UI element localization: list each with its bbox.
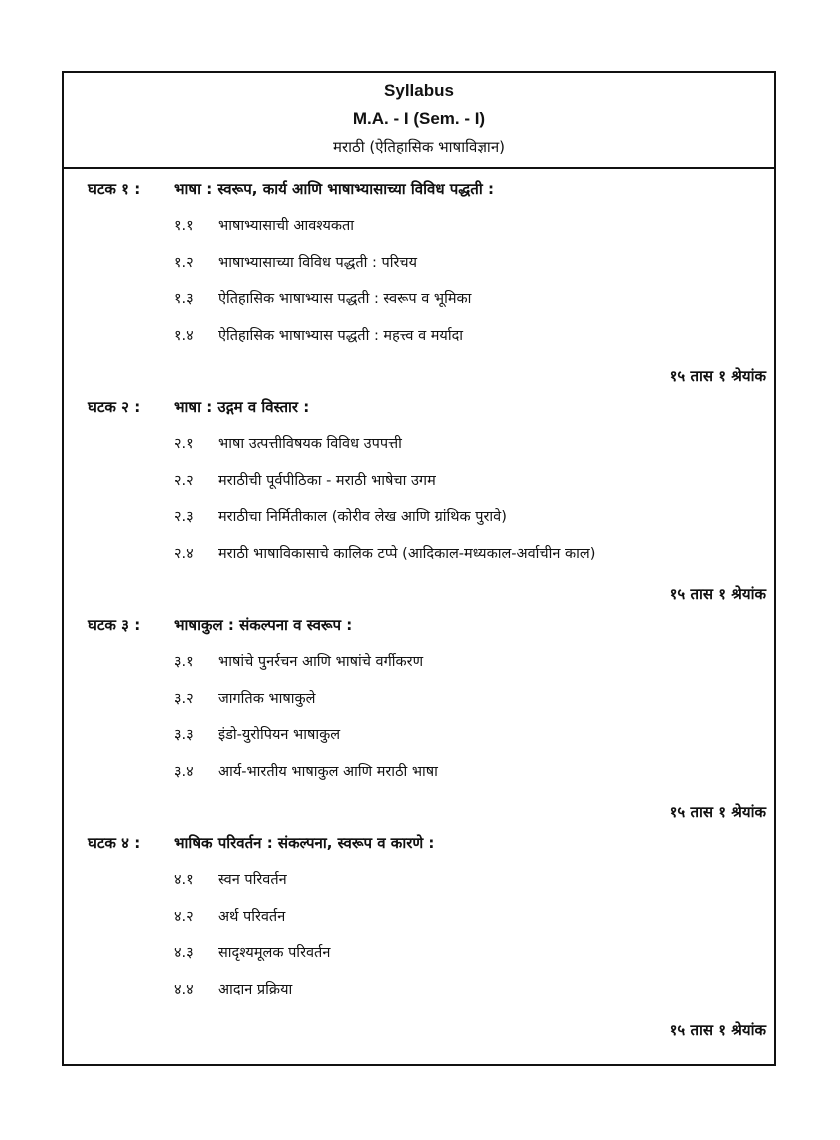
item-number: ४.३: [174, 945, 194, 961]
list-item: [88, 979, 766, 1016]
item-number: ४.१: [174, 872, 194, 888]
item-number: १.१: [174, 218, 194, 234]
unit-heading: [88, 397, 766, 433]
list-item: [88, 543, 766, 580]
unit-title: भाषाकुल : संकल्पना व स्वरूप :: [174, 616, 353, 634]
syllabus-frame: [62, 71, 776, 1066]
list-item: [88, 470, 766, 507]
item-text: ऐतिहासिक भाषाभ्यास पद्धती : स्वरूप व भूमिका: [218, 291, 472, 307]
list-item: [88, 325, 766, 362]
unit-heading: [88, 179, 766, 215]
list-item: [88, 433, 766, 470]
list-item: [88, 906, 766, 943]
list-item: [88, 761, 766, 798]
item-number: ३.१: [174, 654, 194, 670]
list-item: [88, 288, 766, 325]
item-text: भाषाभ्यासाची आवश्यकता: [218, 218, 355, 234]
list-item: [88, 506, 766, 543]
unit-3: [88, 615, 766, 833]
unit-heading: [88, 615, 766, 651]
list-item: [88, 688, 766, 725]
unit-label: घटक १ :: [88, 180, 141, 198]
item-number: ३.२: [174, 690, 194, 707]
item-text: मराठी भाषाविकासाचे कालिक टप्पे (आदिकाल-मध्यकाल-अर्वाचीन काल): [218, 545, 596, 562]
syllabus-header: [64, 73, 774, 169]
item-number: २.२: [174, 472, 194, 489]
subject-title: मराठी (ऐतिहासिक भाषाविज्ञान): [333, 138, 505, 156]
unit-title: भाषिक परिवर्तन : संकल्पना, स्वरूप व कारणे :: [174, 834, 435, 852]
list-item: [88, 869, 766, 906]
item-text: आर्य-भारतीय भाषाकुल आणि मराठी भाषा: [218, 763, 438, 780]
credit-note: १५ तास १ श्रेयांक: [669, 585, 766, 603]
syllabus-body: [64, 169, 774, 1051]
list-item: [88, 651, 766, 688]
item-number: ४.४: [174, 981, 194, 998]
unit-label: घटक २ :: [88, 398, 141, 416]
item-number: १.३: [174, 291, 194, 307]
item-text: सादृश्यमूलक परिवर्तन: [218, 945, 331, 961]
item-text: इंडो-युरोपियन भाषाकुल: [218, 727, 341, 743]
course-title: M.A. - I (Sem. - I): [352, 109, 486, 128]
unit-label: घटक ३ :: [88, 616, 141, 634]
list-item: [88, 724, 766, 761]
item-number: ३.३: [174, 727, 194, 743]
list-item: [88, 942, 766, 979]
unit-4: [88, 833, 766, 1051]
credit-note: १५ तास १ श्रेयांक: [669, 1021, 766, 1039]
item-text: जागतिक भाषाकुले: [218, 690, 316, 707]
item-number: ३.४: [174, 763, 194, 780]
item-text: आदान प्रक्रिया: [218, 981, 293, 998]
unit-heading: [88, 833, 766, 869]
credit-note: १५ तास १ श्रेयांक: [669, 803, 766, 821]
item-number: २.१: [174, 436, 194, 452]
item-number: १.२: [174, 254, 194, 271]
item-number: २.३: [174, 509, 194, 525]
item-text: अर्थ परिवर्तन: [218, 908, 286, 925]
unit-2: [88, 397, 766, 615]
unit-title: भाषा : स्वरूप, कार्य आणि भाषाभ्यासाच्या विविध पद्धती :: [174, 180, 494, 198]
item-text: मराठीचा निर्मितीकाल (कोरीव लेख आणि ग्रांथिक पुरावे): [218, 509, 507, 525]
item-text: स्वन परिवर्तन: [218, 872, 287, 888]
item-text: मराठीची पूर्वपीठिका - मराठी भाषेचा उगम: [218, 472, 436, 489]
item-text: भाषा उत्पत्तीविषयक विविध उपपत्ती: [218, 436, 402, 452]
item-text: ऐतिहासिक भाषाभ्यास पद्धती : महत्त्व व मर्यादा: [218, 327, 464, 344]
unit-label: घटक ४ :: [88, 834, 141, 852]
list-item: [88, 215, 766, 252]
item-number: ४.२: [174, 908, 194, 925]
item-number: १.४: [174, 327, 194, 344]
item-text: भाषांचे पुनर्रचन आणि भाषांचे वर्गीकरण: [218, 654, 424, 670]
unit-1: [88, 179, 766, 397]
document-title: Syllabus: [384, 81, 454, 100]
unit-title: भाषा : उद्गम व विस्तार :: [174, 398, 310, 416]
list-item: [88, 252, 766, 289]
item-text: भाषाभ्यासाच्या विविध पद्धती : परिचय: [218, 254, 418, 271]
item-number: २.४: [174, 545, 194, 562]
credit-note: १५ तास १ श्रेयांक: [669, 367, 766, 385]
